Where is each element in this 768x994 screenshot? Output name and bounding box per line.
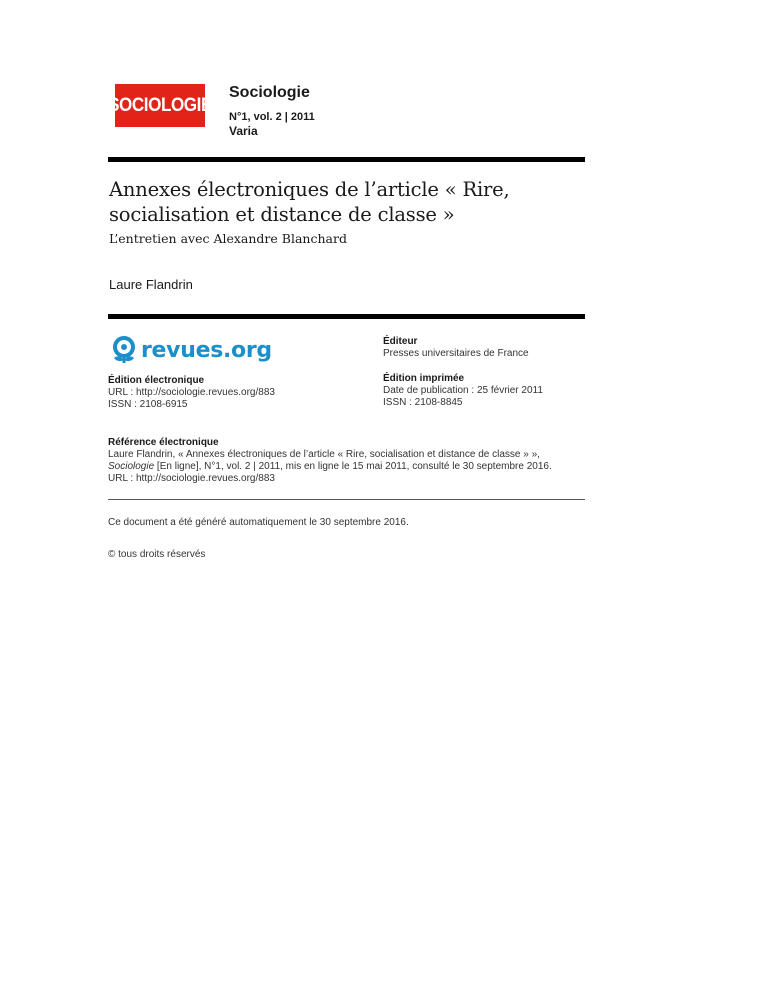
article-title xyxy=(109,177,589,227)
editeur-block xyxy=(383,336,529,360)
editeur-value: Presses universitaires de France xyxy=(383,348,529,359)
issue-number: N°1, vol. 2 | 2011 xyxy=(229,111,315,123)
journal-logo: SOCIOLOGIE xyxy=(115,84,205,127)
rights-notice: © tous droits réservés xyxy=(108,549,206,560)
edition-electronique-block xyxy=(108,375,275,411)
edition-imprimee-block xyxy=(383,373,543,409)
reference-journal-name: Sociologie xyxy=(108,461,155,472)
journal-name: Sociologie xyxy=(229,84,310,101)
reference-line-2 xyxy=(108,461,588,473)
header-divider xyxy=(108,157,585,162)
revues-org-logo xyxy=(110,335,272,365)
section-name: Varia xyxy=(229,124,258,138)
reference-line-1: Laure Flandrin, « Annexes électroniques de l’article « Rire, socialisation et distance de classe » », xyxy=(108,449,540,460)
author-divider xyxy=(108,314,585,319)
edition-imprimee-date: Date de publication : 25 février 2011 xyxy=(383,385,543,396)
revues-flower-icon xyxy=(110,336,138,364)
edition-imprimee-label: Édition imprimée xyxy=(383,373,465,384)
author-name: Laure Flandrin xyxy=(109,277,193,292)
reference-electronique-block xyxy=(108,437,588,485)
article-title-line-1: Annexes électroniques de l’article « Rire, xyxy=(109,178,510,201)
article-title-line-2: socialisation et distance de classe » xyxy=(109,203,455,226)
article-subtitle: L’entretien avec Alexandre Blanchard xyxy=(109,231,347,246)
reference-line-2-text: [En ligne], N°1, vol. 2 | 2011, mis en ligne le 15 mai 2011, consulté le 30 septembre 2016. xyxy=(154,461,552,472)
edition-electronique-url[interactable]: URL : http://sociologie.revues.org/883 xyxy=(108,387,275,398)
reference-divider xyxy=(108,499,585,500)
revues-logo-text: revues.org xyxy=(141,337,272,363)
reference-url[interactable]: URL : http://sociologie.revues.org/883 xyxy=(108,473,275,484)
reference-label: Référence électronique xyxy=(108,437,219,448)
edition-electronique-label: Édition électronique xyxy=(108,375,205,386)
edition-electronique-issn: ISSN : 2108-6915 xyxy=(108,399,188,410)
edition-imprimee-issn: ISSN : 2108-8845 xyxy=(383,397,463,408)
generated-notice: Ce document a été généré automatiquement le 30 septembre 2016. xyxy=(108,517,409,528)
editeur-label: Éditeur xyxy=(383,336,418,347)
